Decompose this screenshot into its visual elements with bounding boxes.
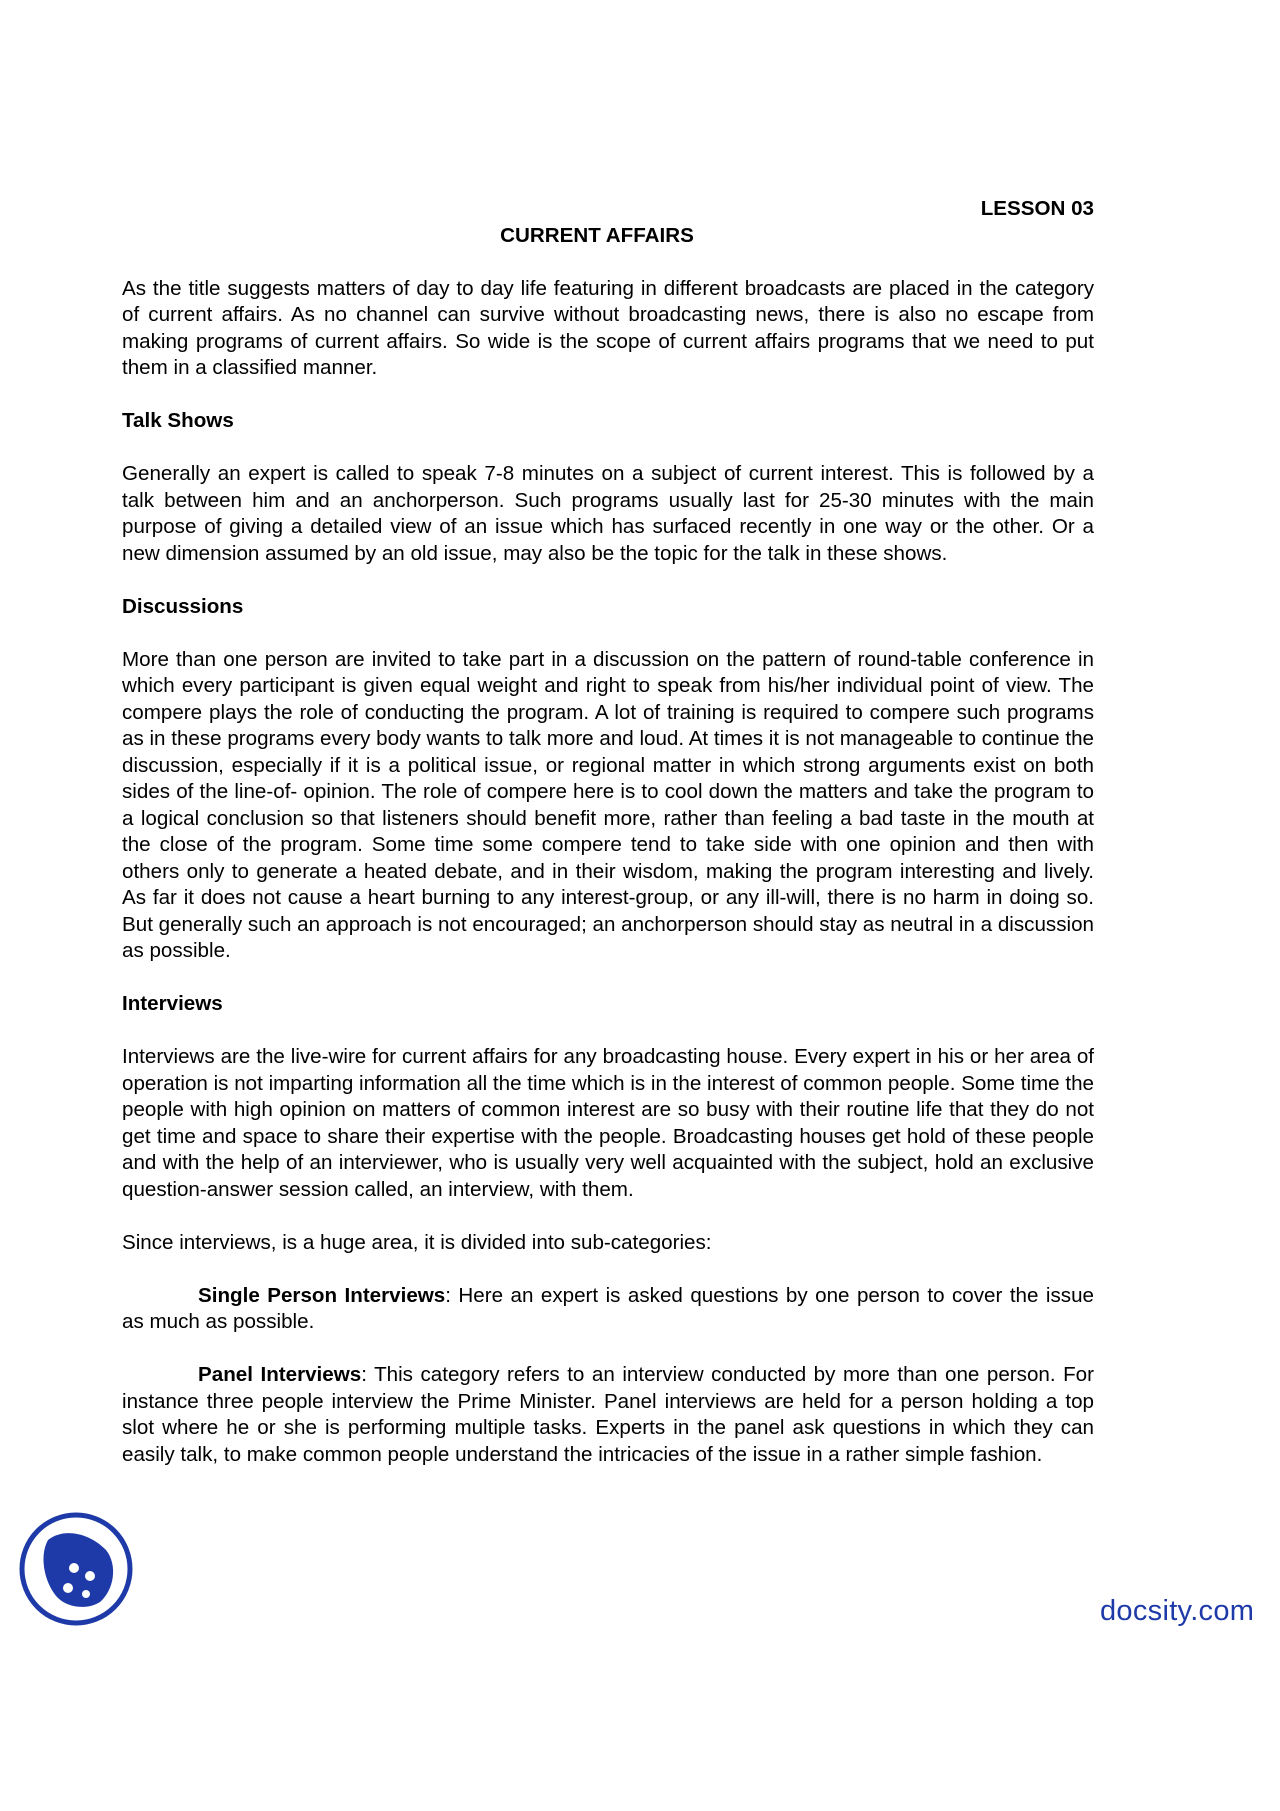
section-heading-discussions: Discussions [122, 594, 244, 618]
discussions-paragraph: More than one person are invited to take part in a discussion on the pattern of round-table conference in which every participant is given equal weight and right to speak from his/her individual point of view. The compere plays the role of conducting the program. A lot of training is required to compere such programs as in these programs every body wants to talk more and loud. At times it is not manageable to continue the discussion, especially if it is a political issue, or regional matter in which strong arguments exist on both sides of the line-of- opinion. The role of compere here is to cool down the matters and take the program to a logical conclusion so that listeners should benefit more, rather than feeling a bad taste in the mouth at the close of the program. Some time some compere tend to take side with one opinion and then with others only to generate a heated debate, and in their wisdom, making the program interesting and lively. As far it does not cause a heart burning to any interest-group, or any ill-will, there is no harm in doing so. But generally such an approach is not encouraged; an anchorperson should stay as neutral in a discussion as possible. [122, 647, 1094, 962]
page-title: CURRENT AFFAIRS [500, 223, 694, 247]
panel-term: Panel Interviews [198, 1363, 362, 1386]
interviews-paragraph: Interviews are the live-wire for current affairs for any broadcasting house. Every expert in his or her area of operation is not imparting information all the time which is in the interest of common people. Some time the people with high opinion on matters of common interest are so busy with their routine life that they do not get time and space to share their expertise with the people. Broadcasting houses get hold of these people and with the help of an interviewer, who is usually very well acquainted with the subject, hold an exclusive question-answer session called, an interview, with them. [122, 1045, 1094, 1201]
lesson-number: LESSON 03 [980, 197, 1094, 220]
document-body [122, 196, 1094, 1468]
single-person-interviews-paragraph [122, 1283, 1094, 1336]
subcategories-intro: Since interviews, is a huge area, it is divided into sub-categories: [122, 1230, 712, 1254]
single-person-text: : Here an expert is asked questions by one person to cover the issue as much as possible. [122, 1283, 1094, 1333]
single-person-term: Single Person Interviews [198, 1283, 446, 1307]
section-heading-interviews: Interviews [122, 992, 223, 1015]
section-heading-talk-shows: Talk Shows [122, 409, 234, 432]
intro-paragraph: As the title suggests matters of day to day life featuring in different broadcasts are placed in the category of current affairs. As no channel can survive without broadcasting news, there is also no escape from making programs of current affairs. So wide is the scope of current affairs programs that we need to put them in a classified manner. [122, 276, 1094, 379]
docsity-watermark: docsity.com [1100, 1595, 1255, 1627]
panel-text: : This category refers to an interview conducted by more than one person. For instance three people interview the Prime Minister. Panel interviews are held for a person holding a top slot where he or she is performing multiple tasks. Experts in the panel ask questions in which they can easily talk, to make common people understand the intricacies of the issue in a rather simple fashion. [122, 1363, 1094, 1466]
talk-shows-paragraph: Generally an expert is called to speak 7-8 minutes on a subject of current interest. This is followed by a talk between him and an anchorperson. Such programs usually last for 25-30 minutes with the main purpose of giving a detailed view of an issue which has surfaced recently in one way or the other. Or a new dimension assumed by an old issue, may also be the topic for the talk in these shows. [122, 462, 1094, 565]
docsity-logo-icon [18, 1510, 134, 1628]
panel-interviews-paragraph [122, 1362, 1094, 1468]
